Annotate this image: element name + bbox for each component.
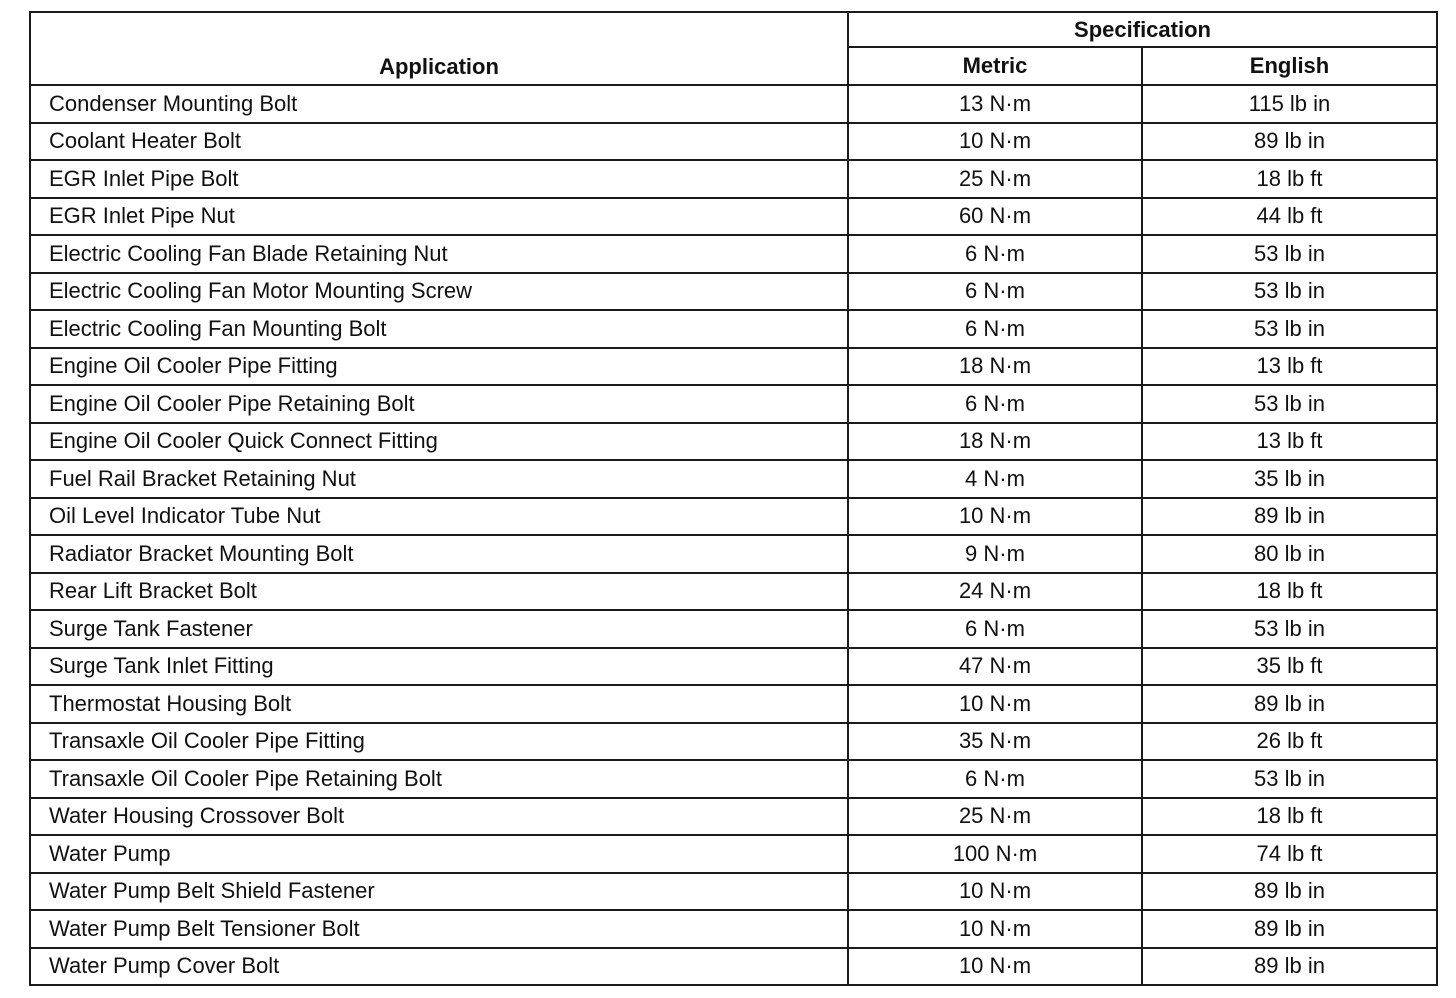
table-row — [30, 685, 1437, 723]
metric-torque-cell: 6 N·m — [848, 385, 1142, 423]
fastener-torque-table — [29, 11, 1438, 986]
metric-torque-cell: 18 N·m — [848, 423, 1142, 461]
metric-torque-cell: 60 N·m — [848, 198, 1142, 236]
application-cell: EGR Inlet Pipe Nut — [30, 198, 848, 236]
english-torque-cell: 89 lb in — [1142, 873, 1437, 911]
application-cell: Water Pump — [30, 835, 848, 873]
metric-torque-cell: 100 N·m — [848, 835, 1142, 873]
table-row — [30, 910, 1437, 948]
english-torque-cell: 115 lb in — [1142, 85, 1437, 123]
table-row — [30, 835, 1437, 873]
english-torque-cell: 53 lb in — [1142, 235, 1437, 273]
metric-torque-cell: 6 N·m — [848, 310, 1142, 348]
metric-torque-cell: 6 N·m — [848, 610, 1142, 648]
english-torque-cell: 89 lb in — [1142, 498, 1437, 536]
application-cell: Fuel Rail Bracket Retaining Nut — [30, 460, 848, 498]
application-cell: Transaxle Oil Cooler Pipe Fitting — [30, 723, 848, 761]
metric-column-header: Metric — [848, 47, 1142, 85]
english-torque-cell: 89 lb in — [1142, 685, 1437, 723]
english-torque-cell: 18 lb ft — [1142, 798, 1437, 836]
application-cell: Thermostat Housing Bolt — [30, 685, 848, 723]
english-torque-cell: 53 lb in — [1142, 385, 1437, 423]
table-row — [30, 948, 1437, 986]
application-cell: Water Pump Belt Shield Fastener — [30, 873, 848, 911]
table-row — [30, 310, 1437, 348]
application-cell: Water Pump Cover Bolt — [30, 948, 848, 986]
metric-torque-cell: 6 N·m — [848, 235, 1142, 273]
application-cell: Oil Level Indicator Tube Nut — [30, 498, 848, 536]
table-row — [30, 760, 1437, 798]
english-torque-cell: 53 lb in — [1142, 760, 1437, 798]
metric-torque-cell: 10 N·m — [848, 685, 1142, 723]
application-cell: Coolant Heater Bolt — [30, 123, 848, 161]
metric-torque-cell: 9 N·m — [848, 535, 1142, 573]
table-row — [30, 873, 1437, 911]
application-cell: Transaxle Oil Cooler Pipe Retaining Bolt — [30, 760, 848, 798]
table-body — [30, 85, 1437, 985]
metric-torque-cell: 4 N·m — [848, 460, 1142, 498]
metric-torque-cell: 25 N·m — [848, 798, 1142, 836]
table-row — [30, 535, 1437, 573]
table-row — [30, 460, 1437, 498]
english-torque-cell: 18 lb ft — [1142, 573, 1437, 611]
english-torque-cell: 89 lb in — [1142, 910, 1437, 948]
metric-torque-cell: 24 N·m — [848, 573, 1142, 611]
application-cell: Rear Lift Bracket Bolt — [30, 573, 848, 611]
english-torque-cell: 18 lb ft — [1142, 160, 1437, 198]
application-cell: EGR Inlet Pipe Bolt — [30, 160, 848, 198]
table-row — [30, 235, 1437, 273]
metric-torque-cell: 10 N·m — [848, 910, 1142, 948]
table-row — [30, 198, 1437, 236]
table-row — [30, 385, 1437, 423]
english-torque-cell: 13 lb ft — [1142, 423, 1437, 461]
application-cell: Condenser Mounting Bolt — [30, 85, 848, 123]
english-torque-cell: 74 lb ft — [1142, 835, 1437, 873]
application-cell: Radiator Bracket Mounting Bolt — [30, 535, 848, 573]
application-cell: Electric Cooling Fan Motor Mounting Screw — [30, 273, 848, 311]
table-row — [30, 85, 1437, 123]
application-cell: Surge Tank Inlet Fitting — [30, 648, 848, 686]
application-cell: Water Pump Belt Tensioner Bolt — [30, 910, 848, 948]
metric-torque-cell: 10 N·m — [848, 948, 1142, 986]
application-cell: Surge Tank Fastener — [30, 610, 848, 648]
english-torque-cell: 80 lb in — [1142, 535, 1437, 573]
table-row — [30, 123, 1437, 161]
english-torque-cell: 13 lb ft — [1142, 348, 1437, 386]
application-cell: Electric Cooling Fan Blade Retaining Nut — [30, 235, 848, 273]
application-cell: Engine Oil Cooler Pipe Fitting — [30, 348, 848, 386]
english-torque-cell: 44 lb ft — [1142, 198, 1437, 236]
application-cell: Engine Oil Cooler Pipe Retaining Bolt — [30, 385, 848, 423]
english-torque-cell: 35 lb in — [1142, 460, 1437, 498]
english-column-header: English — [1142, 47, 1437, 85]
english-torque-cell: 53 lb in — [1142, 273, 1437, 311]
table-header — [30, 12, 1437, 85]
metric-torque-cell: 10 N·m — [848, 123, 1142, 161]
table-row — [30, 348, 1437, 386]
table-row — [30, 160, 1437, 198]
english-torque-cell: 89 lb in — [1142, 948, 1437, 986]
metric-torque-cell: 6 N·m — [848, 273, 1142, 311]
metric-torque-cell: 47 N·m — [848, 648, 1142, 686]
header-row-top — [30, 12, 1437, 47]
english-torque-cell: 26 lb ft — [1142, 723, 1437, 761]
english-torque-cell: 53 lb in — [1142, 310, 1437, 348]
table-row — [30, 648, 1437, 686]
specification-column-header: Specification — [848, 12, 1437, 47]
application-column-header: Application — [30, 12, 848, 85]
english-torque-cell: 35 lb ft — [1142, 648, 1437, 686]
metric-torque-cell: 35 N·m — [848, 723, 1142, 761]
application-cell: Electric Cooling Fan Mounting Bolt — [30, 310, 848, 348]
table-row — [30, 573, 1437, 611]
metric-torque-cell: 13 N·m — [848, 85, 1142, 123]
table-row — [30, 423, 1437, 461]
english-torque-cell: 53 lb in — [1142, 610, 1437, 648]
application-cell: Engine Oil Cooler Quick Connect Fitting — [30, 423, 848, 461]
metric-torque-cell: 25 N·m — [848, 160, 1142, 198]
english-torque-cell: 89 lb in — [1142, 123, 1437, 161]
table-row — [30, 610, 1437, 648]
metric-torque-cell: 10 N·m — [848, 873, 1142, 911]
application-cell: Water Housing Crossover Bolt — [30, 798, 848, 836]
metric-torque-cell: 10 N·m — [848, 498, 1142, 536]
table-row — [30, 498, 1437, 536]
metric-torque-cell: 18 N·m — [848, 348, 1142, 386]
table-row — [30, 273, 1437, 311]
metric-torque-cell: 6 N·m — [848, 760, 1142, 798]
table-row — [30, 723, 1437, 761]
table-row — [30, 798, 1437, 836]
